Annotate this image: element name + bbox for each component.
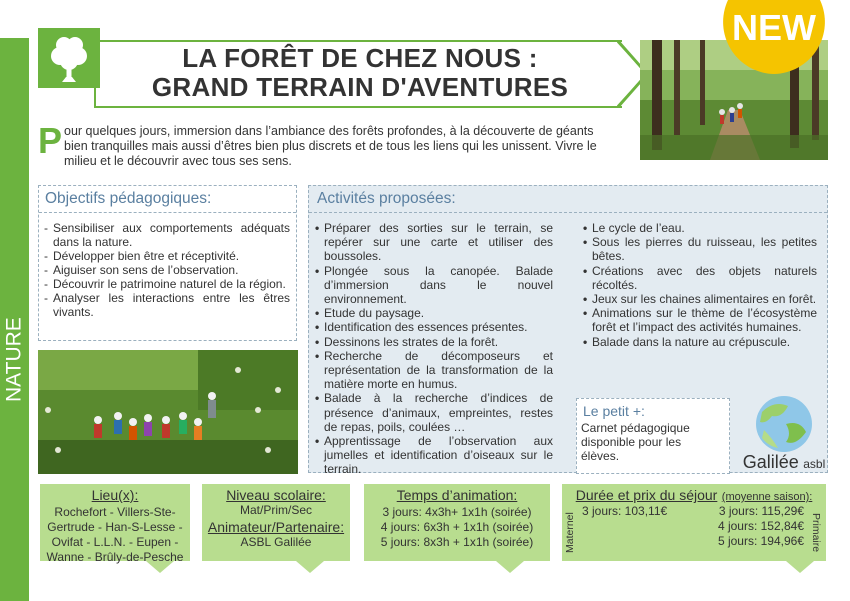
globe-icon [742, 394, 826, 454]
list-item: • Balade dans la nature au crépuscule. [583, 335, 817, 349]
duration-line-3: 5 jours: 8x3h + 1x1h (soirée) [380, 535, 534, 549]
duration-panel [364, 484, 550, 561]
list-item: • Jeux sur les chaines alimentaires en forêt. [583, 292, 817, 306]
children-photo [38, 350, 298, 474]
galilee-logo [742, 394, 826, 478]
list-item: - Sensibiliser aux comportements adéquats dans la nature. [41, 221, 290, 249]
primaire-price-2: 4 jours: 152,84€ [717, 519, 804, 533]
level-heading: Niveau scolaire: [226, 487, 326, 503]
price-heading-small: (moyenne saison): [721, 491, 813, 503]
list-item: • Créations avec des objets naturels récoltés. [583, 264, 817, 292]
duration-line-2: 4 jours: 6x3h + 1x1h (soirée) [380, 520, 534, 534]
price-pointer [786, 561, 814, 573]
intro-paragraph [38, 120, 608, 169]
title-line-2: GRAND TERRAIN D'AVENTURES [151, 72, 569, 102]
intro-text: our quelques jours, immersion dans l’ambiance des forêts profondes, à la découverte de géants bien tranquilles mais aussi d’êtres bien plus discrets et de tous les liens qui les unissent. Vivre le milieu et le découvrir avec tous ses sens. [64, 124, 597, 168]
list-item: • Sous les pierres du ruisseau, les petites bêtes. [583, 235, 817, 263]
maternel-label: Maternel [564, 512, 576, 554]
list-item: • Le cycle de l’eau. [583, 221, 817, 235]
new-badge-text: NEW [732, 7, 816, 48]
logo-suffix: asbl [803, 457, 826, 471]
partner-text: ASBL Galilée [240, 535, 312, 549]
petit-plus-heading: Le petit +: [583, 403, 645, 419]
duration-heading: Temps d’animation: [396, 487, 518, 503]
primaire-label: Primaire [810, 513, 822, 553]
locations-heading: Lieu(x): [91, 487, 139, 503]
level-text: Mat/Prim/Sec [239, 503, 312, 517]
partner-heading: Animateur/Partenaire: [207, 519, 345, 535]
list-item: • Etude du paysage. [315, 306, 553, 320]
list-item: • Plongée sous la canopée. Balade d’immersion dans le nouvel environnement. [315, 264, 553, 307]
category-sidebar [0, 38, 29, 601]
list-item: - Développer bien être et réceptivité. [41, 249, 290, 263]
list-item: - Analyser les interactions entre les êtres vivants. [41, 291, 290, 319]
list-item: • Apprentissage de l’observation aux jumelles et identification d’oiseaux sur le terrain. [315, 434, 553, 477]
page-title [100, 44, 620, 102]
locations-panel [40, 484, 190, 564]
list-item: • Dessinons les strates de la forêt. [315, 335, 553, 349]
title-line-1: LA FORÊT DE CHEZ NOUS : [182, 43, 538, 73]
duration-line-1: 3 jours: 4x3h+ 1x1h (soirée) [382, 505, 532, 519]
objectives-box [38, 185, 297, 341]
primaire-price-3: 5 jours: 194,96€ [717, 534, 804, 548]
maternel-price-1: 3 jours: 103,11€ [582, 504, 668, 518]
list-item: • Identification des essences présentes. [315, 320, 553, 334]
logo-name: Galilée [742, 452, 799, 472]
price-panel [562, 484, 826, 561]
list-item: - Découvrir le patrimoine naturel de la région. [41, 277, 290, 291]
level-pointer [296, 561, 324, 573]
petit-plus-text: Carnet pédagogique disponible pour les élèves. [581, 421, 690, 463]
category-label: NATURE [2, 317, 26, 402]
level-panel [202, 484, 350, 561]
primaire-price-1: 3 jours: 115,29€ [718, 504, 804, 518]
dropcap: P [38, 120, 63, 161]
objectives-heading: Objectifs pédagogiques: [45, 190, 212, 207]
locations-text: Rochefort - Villers-Ste-Gertrude - Han-S-Lesse - Ovifat - L.L.N. - Eupen - Wanne - Brûly-de-Pesche [46, 505, 184, 564]
price-heading: Durée et prix du séjour [575, 487, 718, 503]
list-item: • Préparer des sorties sur le terrain, se repérer sur une carte et utiliser des boussoles. [315, 221, 553, 264]
activities-list-1 [315, 221, 553, 477]
tree-icon [38, 28, 100, 88]
list-item: • Balade à la recherche d’indices de présence d’animaux, empreintes, restes de repas, poils, coulées … [315, 391, 553, 434]
list-item: • Animations sur le thème de l’écosystème forêt et l’impact des activités humaines. [583, 306, 817, 334]
objectives-list [39, 213, 296, 319]
list-item: - Aiguiser son sens de l’observation. [41, 263, 290, 277]
locations-pointer [146, 561, 174, 573]
activities-heading: Activités proposées: [317, 190, 456, 207]
petit-plus-box [576, 398, 730, 474]
duration-pointer [496, 561, 524, 573]
list-item: • Recherche de décomposeurs et représentation de la transformation de la matière morte en humus. [315, 349, 553, 392]
